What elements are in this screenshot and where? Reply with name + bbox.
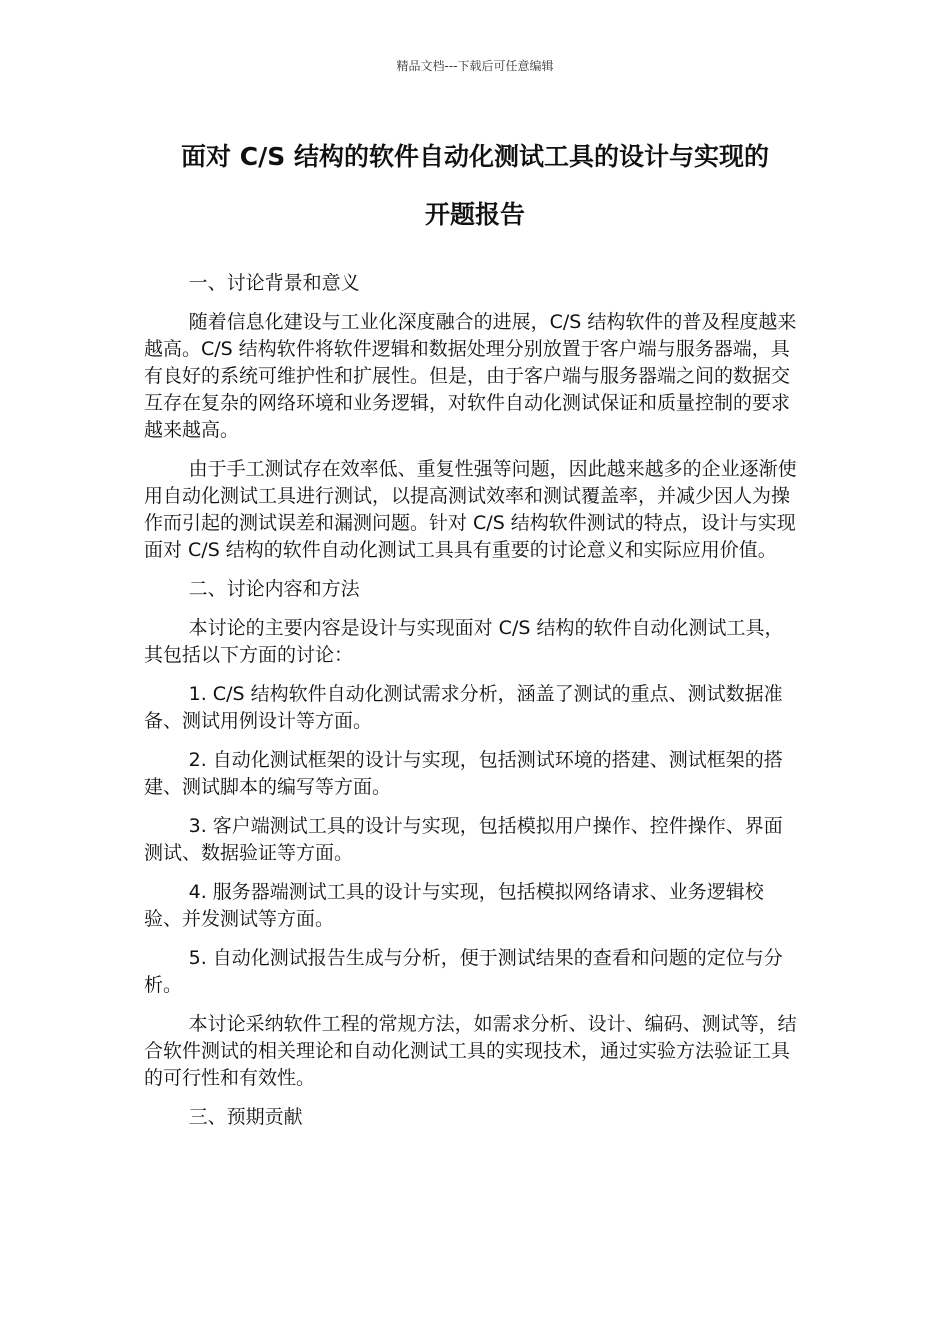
document-body	[144, 270, 800, 1143]
paragraph-content-intro: 本讨论的主要内容是设计与实现面对 C/S 结构的软件自动化测试工具，其包括以下方面的讨论：	[144, 617, 784, 666]
list-item-3: 3. 客户端测试工具的设计与实现，包括模拟用户操作、控件操作、界面测试、数据验证等方面。	[144, 815, 783, 864]
list-item-1: 1. C/S 结构软件自动化测试需求分析，涵盖了测试的重点、测试数据准备、测试用例设计等方面。	[144, 683, 783, 732]
paragraph-background-1: 随着信息化建设与工业化深度融合的进展，C/S 结构软件的普及程度越来越高。C/S 结构软件将软件逻辑和数据处理分别放置于客户端与服务器端，具有良好的系统可维护性和扩展性。但是，由于客户端与服务器端之间的数据交互存在复杂的网络环境和业务逻辑，对软件自动化测试保证和质量控制的要求越来越高。	[144, 311, 797, 441]
document-title	[140, 128, 810, 244]
header-note: 精品文档---下载后可任意编辑	[396, 59, 554, 73]
section-heading-content: 二、讨论内容和方法	[188, 578, 360, 600]
list-item-5: 5. 自动化测试报告生成与分析，便于测试结果的查看和问题的定位与分析。	[144, 947, 783, 996]
section-heading-contribution: 三、预期贡献	[188, 1106, 303, 1128]
paragraph-method: 本讨论采纳软件工程的常规方法，如需求分析、设计、编码、测试等，结合软件测试的相关理论和自动化测试工具的实现技术，通过实验方法验证工具的可行性和有效性。	[144, 1013, 797, 1089]
title-line-2: 开题报告	[424, 200, 525, 229]
section-heading-background: 一、讨论背景和意义	[188, 272, 360, 294]
title-line-1: 面对 C/S 结构的软件自动化测试工具的设计与实现的	[181, 142, 769, 171]
list-item-4: 4. 服务器端测试工具的设计与实现，包括模拟网络请求、业务逻辑校验、并发测试等方面。	[144, 881, 764, 930]
list-item-2: 2. 自动化测试框架的设计与实现，包括测试环境的搭建、测试框架的搭建、测试脚本的编写等方面。	[144, 749, 783, 798]
paragraph-background-2: 由于手工测试存在效率低、重复性强等问题，因此越来越多的企业逐渐使用自动化测试工具进行测试，以提高测试效率和测试覆盖率，并减少因人为操作而引起的测试误差和漏测问题。针对 C/S 结构软件测试的特点，设计与实现面对 C/S 结构的软件自动化测试工具具有重要的讨论意义和实际应用价值。	[144, 458, 797, 561]
